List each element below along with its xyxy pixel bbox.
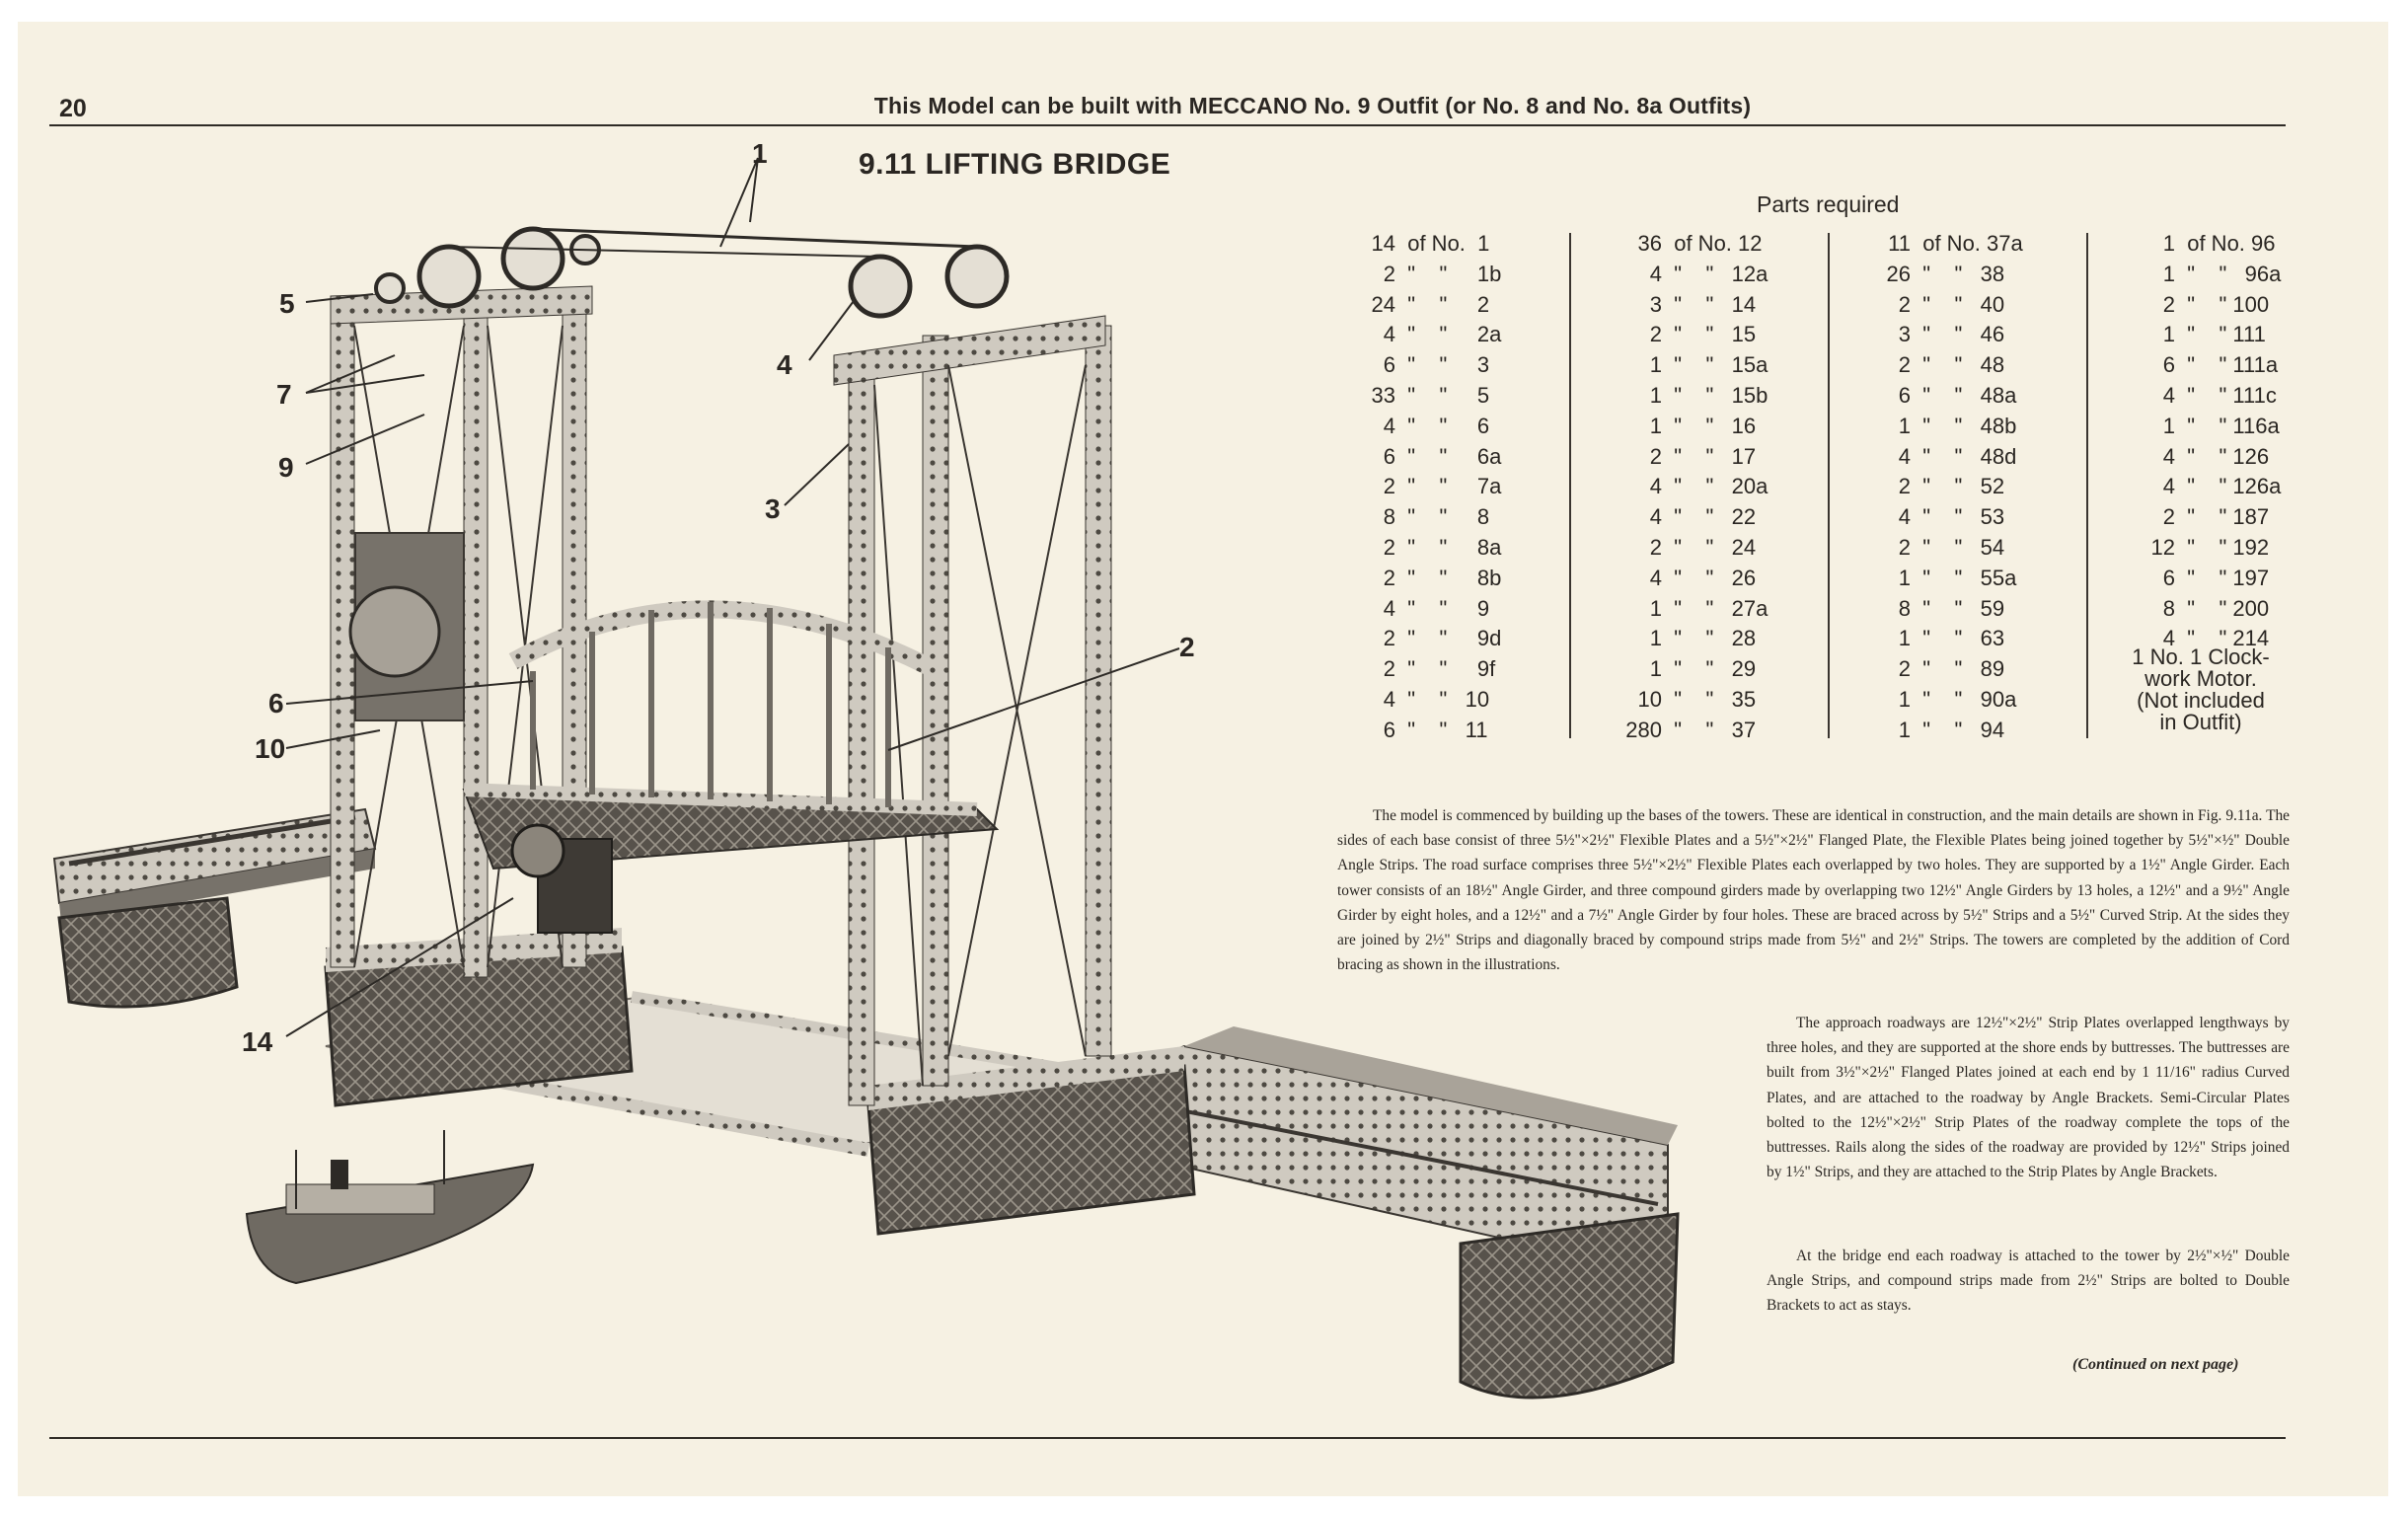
parts-number: " " 37	[1662, 717, 1757, 742]
parts-quantity: 1	[2162, 322, 2175, 347]
parts-quantity: 4	[1649, 474, 1662, 499]
parts-row	[1360, 320, 1501, 350]
parts-quantity: 1	[1649, 626, 1662, 651]
callout-2: 2	[1179, 632, 1195, 662]
parts-row	[1875, 381, 2023, 412]
callout-10: 10	[255, 733, 286, 764]
callout-9: 9	[278, 452, 294, 483]
parts-number: " " 8b	[1395, 565, 1502, 590]
parts-quantity: 2	[1649, 534, 1662, 560]
ship	[247, 1130, 533, 1283]
parts-number: " " 8	[1395, 504, 1490, 530]
parts-quantity: 8	[1898, 595, 1911, 621]
parts-quantity: 2	[1383, 656, 1395, 682]
parts-row	[1618, 624, 1768, 654]
parts-number: " " 15	[1662, 322, 1757, 347]
parts-quantity: 26	[1886, 261, 1911, 286]
parts-row	[1618, 350, 1768, 381]
parts-quantity: 6	[1383, 443, 1395, 469]
parts-number: " " 89	[1911, 656, 2005, 682]
parts-column-3	[1875, 229, 2023, 746]
parts-number: " " 8a	[1395, 534, 1502, 560]
left-buttress	[59, 898, 237, 1007]
parts-number: " " 53	[1911, 504, 2005, 530]
continued-note: (Continued on next page)	[2072, 1356, 2239, 1373]
callout-5: 5	[279, 288, 295, 319]
parts-quantity: 6	[2162, 352, 2175, 378]
parts-quantity: 1	[1649, 595, 1662, 621]
parts-quantity: 1	[1649, 656, 1662, 682]
parts-quantity: 6	[1383, 717, 1395, 742]
callout-14: 14	[242, 1026, 273, 1057]
parts-quantity: 6	[1383, 352, 1395, 378]
parts-quantity: 36	[1637, 231, 1662, 256]
parts-number: " " 54	[1911, 534, 2005, 560]
parts-quantity: 4	[1383, 322, 1395, 347]
parts-row	[1618, 716, 1768, 746]
parts-row	[1875, 442, 2023, 473]
parts-quantity: 4	[1383, 595, 1395, 621]
parts-number: " " 15a	[1662, 352, 1768, 378]
parts-quantity: 2	[1898, 291, 1911, 317]
parts-quantity: 6	[2162, 565, 2175, 590]
callout-1: 1	[752, 138, 768, 169]
parts-quantity: 2	[1383, 565, 1395, 590]
parts-row	[2140, 502, 2281, 533]
parts-number: " " 16	[1662, 413, 1757, 438]
parts-number: " " 26	[1662, 565, 1757, 590]
parts-quantity: 2	[1898, 352, 1911, 378]
parts-number: " " 63	[1911, 626, 2005, 651]
parts-row	[1360, 350, 1501, 381]
parts-row	[1360, 624, 1501, 654]
parts-row	[1360, 442, 1501, 473]
parts-number: " " 46	[1911, 322, 2005, 347]
parts-row	[2140, 350, 2281, 381]
callout-7: 7	[276, 379, 292, 410]
parts-quantity: 1	[1898, 565, 1911, 590]
parts-number: " " 20a	[1662, 474, 1768, 499]
parts-quantity: 4	[1649, 504, 1662, 530]
parts-number: " " 111	[2175, 322, 2266, 347]
instructions-paragraph-3	[1767, 1244, 2290, 1319]
motor-note	[2122, 646, 2280, 733]
parts-row	[1875, 412, 2023, 442]
parts-number: " " 48	[1911, 352, 2005, 378]
parts-number: " " 40	[1911, 291, 2005, 317]
parts-quantity: 1	[1898, 717, 1911, 742]
parts-row	[2140, 594, 2281, 625]
parts-quantity: 8	[2162, 595, 2175, 621]
parts-number: " " 52	[1911, 474, 2005, 499]
model-title: 9.11 LIFTING BRIDGE	[859, 148, 1171, 181]
parts-quantity: 1	[1649, 382, 1662, 408]
parts-quantity: 1	[1898, 413, 1911, 438]
parts-number: " " 116a	[2175, 413, 2280, 438]
parts-number: " " 3	[1395, 352, 1490, 378]
parts-row	[1360, 502, 1501, 533]
parts-number: " " 111a	[2175, 352, 2279, 378]
parts-number: " " 96a	[2175, 261, 2282, 286]
parts-number: " " 55a	[1911, 565, 2017, 590]
parts-row	[2140, 564, 2281, 594]
parts-row	[1618, 654, 1768, 685]
parts-row	[1875, 564, 2023, 594]
parts-row	[1618, 412, 1768, 442]
parts-row	[1875, 624, 2023, 654]
parts-number: " " 9	[1395, 595, 1490, 621]
page-header: This Model can be built with MECCANO No. 9 Outfit (or No. 8 and No. 8a Outfits)	[873, 93, 1752, 118]
parts-number: " " 192	[2175, 534, 2270, 560]
parts-number: " " 197	[2175, 565, 2270, 590]
parts-quantity: 4	[2162, 382, 2175, 408]
parts-row	[1360, 594, 1501, 625]
parts-row	[1360, 260, 1501, 290]
parts-number: " " 126	[2175, 443, 2270, 469]
parts-quantity: 12	[2150, 534, 2175, 560]
parts-quantity: 280	[1625, 717, 1662, 742]
parts-row	[1618, 594, 1768, 625]
parts-row	[1360, 716, 1501, 746]
parts-row	[2140, 412, 2281, 442]
parts-column-4	[2140, 229, 2281, 654]
parts-number: " " 14	[1662, 291, 1757, 317]
parts-quantity: 2	[1383, 474, 1395, 499]
parts-number: of No. 96	[2175, 231, 2276, 256]
parts-quantity: 1	[1649, 413, 1662, 438]
parts-quantity: 2	[1383, 534, 1395, 560]
parts-quantity: 3	[1649, 291, 1662, 317]
parts-row	[2140, 381, 2281, 412]
parts-number: " " 2	[1395, 291, 1490, 317]
parts-row	[1360, 654, 1501, 685]
callout-3: 3	[765, 493, 781, 524]
parts-number: " " 6a	[1395, 443, 1502, 469]
parts-number: " " 10	[1395, 686, 1490, 712]
parts-row	[1618, 564, 1768, 594]
parts-row	[1618, 229, 1768, 260]
parts-quantity: 4	[1649, 261, 1662, 286]
parts-number: " " 48d	[1911, 443, 2017, 469]
parts-number: " " 15b	[1662, 382, 1768, 408]
parts-quantity: 24	[1371, 291, 1395, 317]
parts-number: " " 111c	[2175, 382, 2277, 408]
parts-quantity: 2	[2162, 504, 2175, 530]
parts-row	[1875, 260, 2023, 290]
callout-4: 4	[777, 349, 792, 380]
parts-quantity: 1	[2162, 261, 2175, 286]
parts-number: " " 94	[1911, 717, 2005, 742]
parts-row	[1875, 594, 2023, 625]
instructions-paragraph-1	[1337, 803, 2290, 977]
parts-number: " " 35	[1662, 686, 1757, 712]
parts-column-2	[1618, 229, 1768, 746]
parts-quantity: 1	[1649, 352, 1662, 378]
parts-row	[2140, 442, 2281, 473]
parts-row	[1875, 350, 2023, 381]
parts-row	[1618, 442, 1768, 473]
parts-column-1	[1360, 229, 1501, 746]
parts-quantity: 4	[2162, 474, 2175, 499]
parts-number: " " 29	[1662, 656, 1757, 682]
parts-quantity: 14	[1371, 231, 1395, 256]
parts-row	[1618, 320, 1768, 350]
parts-number: " " 28	[1662, 626, 1757, 651]
parts-quantity: 2	[1898, 656, 1911, 682]
parts-number: " " 2a	[1395, 322, 1502, 347]
parts-quantity: 8	[1383, 504, 1395, 530]
parts-quantity: 1	[1898, 626, 1911, 651]
parts-number: of No. 1	[1395, 231, 1490, 256]
parts-quantity: 4	[2162, 626, 2175, 651]
parts-heading: Parts required	[1757, 191, 1900, 217]
parts-quantity: 4	[1649, 565, 1662, 590]
parts-quantity: 1	[2162, 413, 2175, 438]
parts-quantity: 2	[1383, 626, 1395, 651]
parts-row	[1618, 472, 1768, 502]
parts-quantity: 2	[1383, 261, 1395, 286]
parts-row	[2140, 229, 2281, 260]
parts-number: " " 187	[2175, 504, 2270, 530]
parts-row	[1360, 290, 1501, 321]
parts-quantity: 1	[2162, 231, 2175, 256]
parts-row	[1618, 260, 1768, 290]
column-divider	[1828, 233, 1830, 738]
parts-quantity: 2	[1649, 322, 1662, 347]
parts-row	[1618, 290, 1768, 321]
paragraph-text: The approach roadways are 12½"×2½" Strip Plates overlapped lengthways by three holes, and they are supported at the shore ends by buttresses. The buttresses are built from 3½"×2½" Flanged Plates joined at each end by 1 11/16" radius Curved Plates, and are attached to the roadway by Angle Brackets. Semi-Circular Plates bolted to the 12½"×2½" Strip Plates of the roadway complete the tops of the buttresses. Rails along the sides of the roadway are provided by 12½" Strips joined by 1½" Strips, and they are attached to the Strip Plates by Angle Brackets.	[1767, 1015, 2290, 1181]
parts-quantity: 6	[1898, 382, 1911, 408]
parts-number: " " 1b	[1395, 261, 1502, 286]
parts-quantity: 2	[2162, 291, 2175, 317]
parts-quantity: 4	[1898, 504, 1911, 530]
parts-number: " " 7a	[1395, 474, 1502, 499]
parts-quantity: 11	[1888, 231, 1911, 256]
parts-row	[2140, 320, 2281, 350]
paragraph-text: At the bridge end each roadway is attached to the tower by 2½"×½" Double Angle Strips, and compound strips made from 2½" Strips are bolted to Double Brackets to act as stays.	[1767, 1248, 2290, 1315]
parts-number: " " 22	[1662, 504, 1757, 530]
motor-note-line: (Not included	[2137, 688, 2265, 713]
parts-number: " " 48a	[1911, 382, 2017, 408]
parts-number: " " 6	[1395, 413, 1490, 438]
parts-row	[1875, 320, 2023, 350]
motor-note-line: in Outfit)	[2159, 710, 2242, 734]
paragraph-text: The model is commenced by building up the bases of the towers. These are identical in construction, and the main details are shown in Fig. 9.11a. The sides of each base consist of three 5½"×2½" Flexible Plates and a 5½"×2½" Flanged Plate, the Flexible Plates being joined together by 5½"×½" Double Angle Strips. The road surface comprises three 5½"×2½" Flexible Plates each overlapped by two holes. They are supported by a 1½" Angle Girder. Each tower consists of an 18½" Angle Girder, and three compound girders made by overlapping two 12½" Angle Girders by 13 holes, a 12½" and a 9½" Angle Girder by eight holes, and a 12½" and a 7½" Angle Girder by four holes. These are braced across by 5½" Strips and a 5½" Curved Strip. At the sides they are joined by 2½" Strips and diagonally braced by compound strips made from 5½" and 2½" Strips. The towers are completed by the addition of Cord bracing as shown in the illustrations.	[1337, 807, 2290, 974]
parts-number: of No. 37a	[1911, 231, 2023, 256]
parts-row	[2140, 290, 2281, 321]
parts-row	[1875, 229, 2023, 260]
parts-number: " " 24	[1662, 534, 1757, 560]
parts-row	[1875, 533, 2023, 564]
parts-number: " " 9f	[1395, 656, 1496, 682]
right-buttress	[1461, 1214, 1678, 1398]
parts-row	[1618, 533, 1768, 564]
parts-row	[1875, 502, 2023, 533]
motor-note-line: 1 No. 1 Clock-	[2132, 644, 2270, 669]
parts-row	[1875, 716, 2023, 746]
parts-number: " " 38	[1911, 261, 2005, 286]
parts-number: " " 126a	[2175, 474, 2282, 499]
instructions-paragraph-2	[1767, 1011, 2290, 1184]
parts-row	[1875, 654, 2023, 685]
parts-row	[1875, 472, 2023, 502]
parts-number: " " 100	[2175, 291, 2270, 317]
parts-number: " " 59	[1911, 595, 2005, 621]
page-number: 20	[59, 95, 87, 122]
parts-number: " " 12a	[1662, 261, 1768, 286]
right-tower	[834, 316, 1111, 1105]
parts-row	[1360, 533, 1501, 564]
parts-row	[1618, 502, 1768, 533]
parts-number: " " 17	[1662, 443, 1757, 469]
parts-quantity: 2	[1898, 534, 1911, 560]
clockwork-motor	[512, 825, 612, 933]
parts-quantity: 1	[1898, 686, 1911, 712]
parts-quantity: 10	[1637, 686, 1662, 712]
parts-row	[2140, 533, 2281, 564]
parts-quantity: 3	[1898, 322, 1911, 347]
parts-quantity: 2	[1649, 443, 1662, 469]
parts-quantity: 4	[1898, 443, 1911, 469]
parts-number: " " 90a	[1911, 686, 2017, 712]
parts-row	[1360, 685, 1501, 716]
parts-row	[1618, 381, 1768, 412]
parts-quantity: 4	[2162, 443, 2175, 469]
parts-number: of No. 12	[1662, 231, 1763, 256]
parts-quantity: 2	[1898, 474, 1911, 499]
parts-number: " " 11	[1395, 717, 1488, 742]
parts-row	[1360, 229, 1501, 260]
parts-number: " " 214	[2175, 626, 2270, 651]
parts-row	[1360, 564, 1501, 594]
callout-6: 6	[268, 688, 284, 719]
parts-number: " " 27a	[1662, 595, 1768, 621]
parts-row	[1360, 381, 1501, 412]
parts-quantity: 4	[1383, 413, 1395, 438]
column-divider	[1569, 233, 1571, 738]
parts-row	[2140, 472, 2281, 502]
parts-row	[1875, 290, 2023, 321]
parts-quantity: 33	[1371, 382, 1395, 408]
parts-number: " " 5	[1395, 382, 1490, 408]
parts-quantity: 4	[1383, 686, 1395, 712]
parts-row	[1875, 685, 2023, 716]
parts-row	[2140, 260, 2281, 290]
parts-number: " " 9d	[1395, 626, 1502, 651]
parts-row	[1360, 412, 1501, 442]
column-divider	[2086, 233, 2088, 738]
parts-row	[1618, 685, 1768, 716]
parts-row	[1360, 472, 1501, 502]
motor-note-line: work Motor.	[2145, 666, 2257, 691]
parts-number: " " 200	[2175, 595, 2270, 621]
parts-number: " " 48b	[1911, 413, 2017, 438]
